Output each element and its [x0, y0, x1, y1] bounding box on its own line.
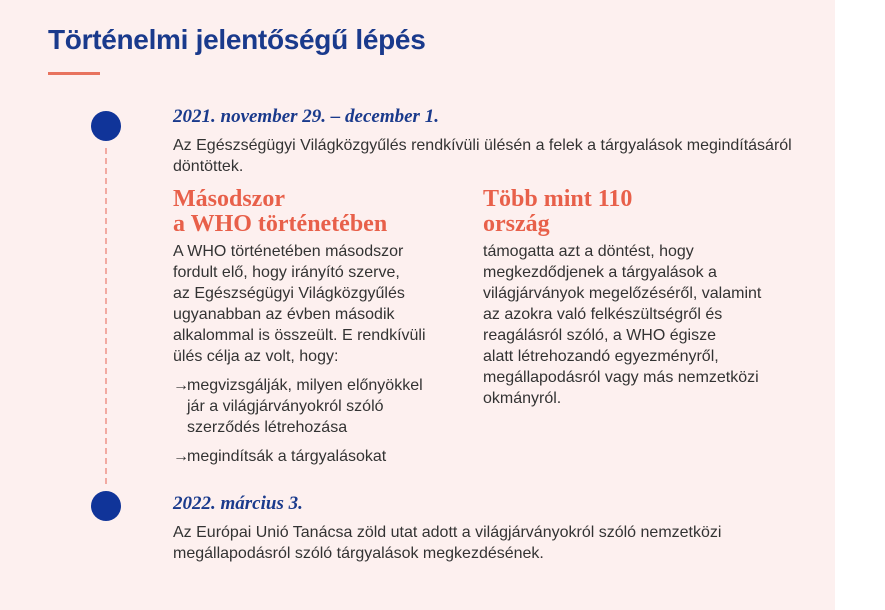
left-heading — [173, 187, 387, 237]
right-body-line: támogatta azt a döntést, hogy — [483, 243, 694, 260]
event1-date: 2021. november 29. – december 1. — [173, 106, 439, 127]
left-body-line: alkalommal is összeült. E rendkívüli — [173, 327, 426, 344]
right-heading — [483, 187, 632, 237]
event1-text-line1: Az Egészségügyi Világközgyűlés rendkívüli ülésén a felek a tárgyalások megindításáról — [173, 137, 792, 154]
right-body-line: világjárványok megelőzéséről, valamint — [483, 285, 762, 302]
left-heading-line1: Másodszor — [173, 186, 285, 212]
event2-text-line1: Az Európai Unió Tanácsa zöld utat adott a világjárványokról szóló nemzetközi — [173, 524, 722, 541]
right-body-line: okmányról. — [483, 390, 562, 407]
timeline-dot-1 — [91, 111, 121, 141]
event2-text-line2: megállapodásról szóló tárgyalások megkezdésének. — [173, 545, 544, 562]
arrow-right-icon: → — [173, 448, 189, 465]
right-body-line: alatt létrehozandó egyezményről, — [483, 348, 719, 365]
right-body-line: megállapodásról vagy más nemzetközi — [483, 369, 759, 386]
timeline-dot-2 — [91, 491, 121, 521]
right-body-line: megkezdődjenek a tárgyalások a — [483, 264, 717, 281]
event2-text — [173, 522, 813, 564]
left-body-line: ugyanabban az évben második — [173, 306, 395, 323]
bullet-item-2 — [173, 446, 443, 467]
left-body-line: ülés célja az volt, hogy: — [173, 348, 339, 365]
bullet-2-line1: megindítsák a tárgyalásokat — [187, 448, 387, 465]
right-heading-line1: Több mint 110 — [483, 186, 633, 212]
right-body-line: reagálásról szóló, a WHO égisze — [483, 327, 716, 344]
left-body — [173, 241, 463, 367]
left-body-line: az Egészségügyi Világközgyűlés — [173, 285, 405, 302]
right-heading-line2: ország — [483, 211, 550, 237]
event1-text-line2: döntöttek. — [173, 158, 244, 175]
right-body — [483, 241, 803, 409]
bullet-1-line1: megvizsgálják, milyen előnyökkel — [187, 377, 423, 394]
event2-date: 2022. március 3. — [173, 493, 303, 514]
left-body-line: A WHO történetében másodszor — [173, 243, 404, 260]
title-underline — [48, 72, 100, 75]
timeline-dashed-line — [105, 148, 107, 484]
page-title: Történelmi jelentőségű lépés — [48, 24, 426, 55]
right-body-line: az azokra való felkészültségről és — [483, 306, 723, 323]
left-body-line: fordult elő, hogy irányító szerve, — [173, 264, 400, 281]
arrow-right-icon: → — [173, 377, 189, 394]
left-heading-line2: a WHO történetében — [173, 211, 388, 237]
bullet-1-line3: szerződés létrehozása — [187, 419, 348, 436]
event1-text — [173, 135, 813, 177]
bullet-1-line2: jár a világjárványokról szóló — [187, 398, 384, 415]
bullet-item-1 — [173, 375, 443, 438]
